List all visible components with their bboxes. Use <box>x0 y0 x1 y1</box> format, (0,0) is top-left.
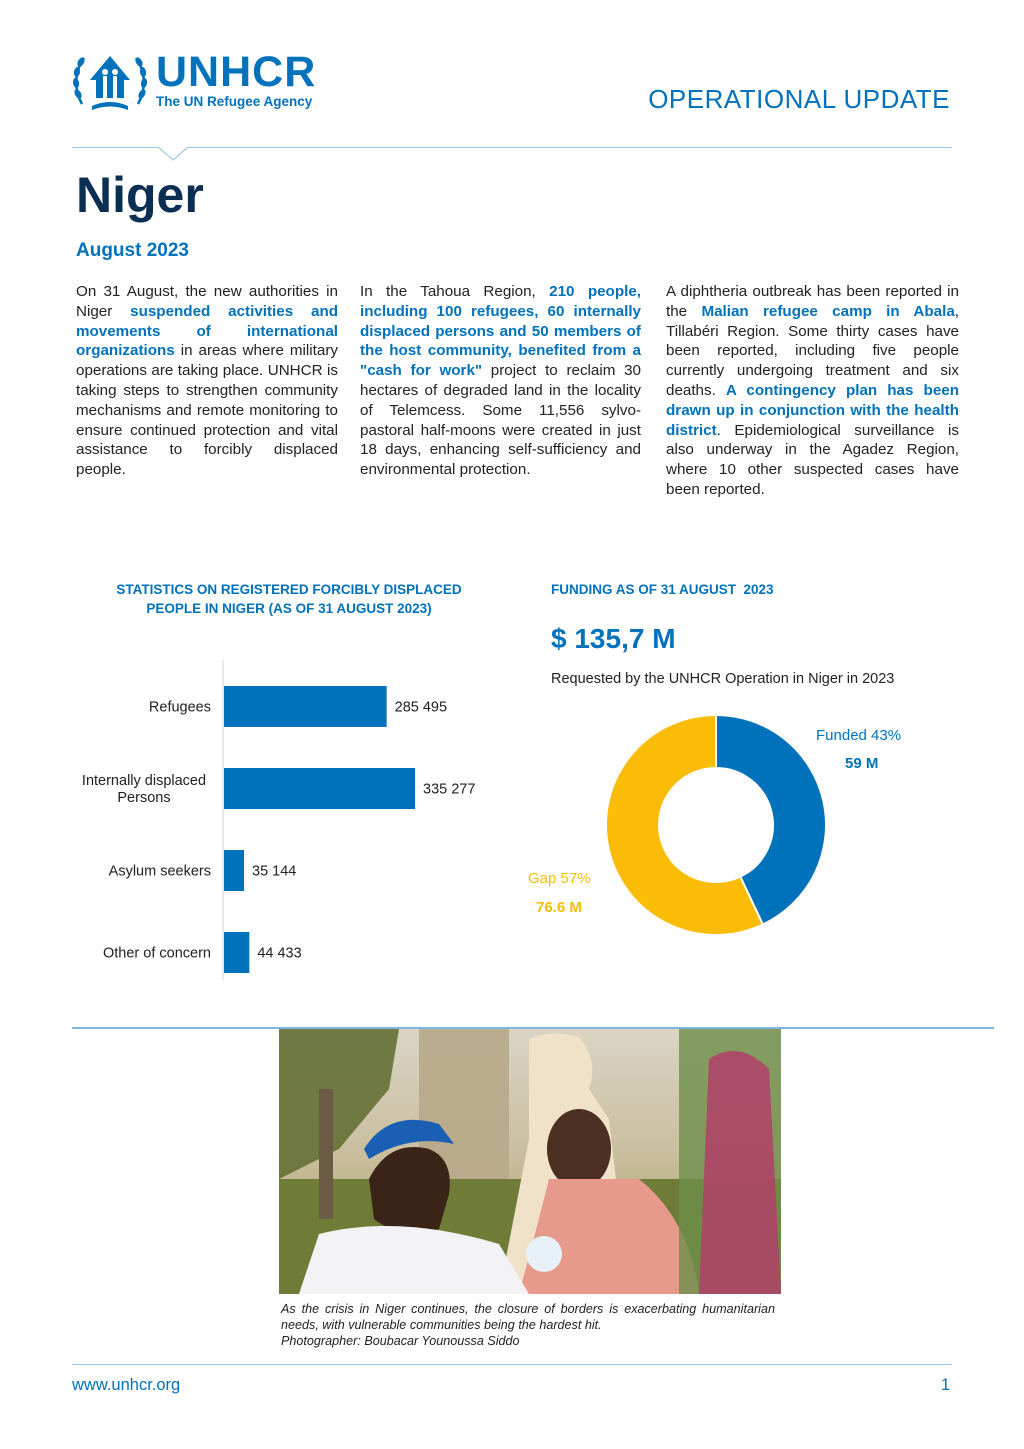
field-photo <box>279 1029 781 1294</box>
displaced-people-bar-chart <box>72 660 512 980</box>
photo-caption <box>281 1302 775 1349</box>
funded-amount: 59 M <box>845 755 879 772</box>
intro-column-3 <box>666 282 959 500</box>
page-title: Niger <box>76 167 204 223</box>
intro-column-2 <box>360 282 641 480</box>
category-label: Other of concern <box>103 945 211 962</box>
col2-highlight: 210 people, including 100 refugees, 60 internally displaced persons and 50 members of the host community, benefited from a "cash for work" <box>360 283 641 380</box>
logo-wordmark: UNHCR <box>156 48 317 96</box>
col2-text: project to reclaim 30 hectares of degraded land in the locality of Telemcess. Some 11,556 sylvo-pastoral half-moons were created in just 18 days, enhancing self-sufficiency and environmental protection. <box>360 362 641 479</box>
intro-column-1 <box>76 282 338 480</box>
unhcr-emblem-icon <box>72 50 148 114</box>
col3-text: A diphtheria outbreak has been reported in the <box>666 283 959 320</box>
bar <box>224 686 387 727</box>
col2-text: In the Tahoua Region, <box>360 283 550 300</box>
page-number: 1 <box>940 1376 950 1394</box>
header-divider <box>72 147 952 148</box>
category-label: Asylum seekers <box>108 863 211 880</box>
col3-highlight: Malian refugee camp in Abala <box>701 302 955 320</box>
footer-divider <box>72 1364 952 1365</box>
funding-amount: $ 135,7 M <box>551 623 676 654</box>
caption-credit: Photographer: Boubacar Younoussa Siddo <box>281 1333 520 1348</box>
category-label: Persons <box>117 790 171 806</box>
col1-text: in areas where military operations are taking place. UNHCR is taking steps to strengthen community mechanisms and remote monitoring to ensure continued protection and vital assistance to forcibly displaced people. <box>76 342 338 479</box>
bar-value-label: 335 277 <box>423 781 476 798</box>
bar-value-label: 285 495 <box>394 699 448 716</box>
caption-text: As the crisis in Niger continues, the closure of borders is exacerbating humanitarian needs, with vulnerable communities being the hardest hit. <box>281 1302 775 1332</box>
stats-title-line: STATISTICS ON REGISTERED FORCIBLY DISPLACED <box>116 582 462 597</box>
unhcr-logo <box>72 48 342 114</box>
funding-donut-chart <box>596 705 836 945</box>
header-notch-icon <box>158 147 188 161</box>
logo-tagline: The UN Refugee Agency <box>156 94 313 109</box>
funding-title: FUNDING AS OF 31 AUGUST 2023 <box>551 582 774 597</box>
col1-highlight: suspended activities and movements of international organizations <box>76 302 338 360</box>
col3-highlight: A contingency plan has been drawn up in conjunction with the health district <box>666 381 959 439</box>
bar <box>224 850 244 891</box>
gap-amount: 76.6 M <box>536 899 582 916</box>
bar-value-label: 35 144 <box>252 863 297 880</box>
report-period: August 2023 <box>76 240 189 261</box>
col3-text: . Epidemiological surveillance is also underway in the Agadez Region, where 10 other suspected cases have been reported. <box>666 421 959 498</box>
col3-text: , Tillabéri Region. Some thirty cases have been reported, including five people currently undergoing treatment and six deaths. <box>666 302 960 399</box>
category-label: Internally displaced <box>81 773 207 789</box>
bar <box>224 768 415 809</box>
funding-description: Requested by the UNHCR Operation in Niger in 2023 <box>551 671 895 687</box>
category-label: Refugees <box>148 699 211 716</box>
stats-chart-title <box>72 580 506 618</box>
footer-website-link[interactable]: www.unhcr.org <box>72 1376 181 1394</box>
col1-text: On 31 August, the new authorities in Niger <box>76 283 338 320</box>
funded-label: Funded 43% <box>816 727 902 744</box>
gap-label: Gap 57% <box>528 870 591 887</box>
stats-title-line: PEOPLE IN NIGER (AS OF 31 AUGUST 2023) <box>146 601 432 616</box>
bar-value-label: 44 433 <box>257 945 302 962</box>
bar <box>224 932 249 973</box>
document-type: OPERATIONAL UPDATE <box>648 84 950 114</box>
